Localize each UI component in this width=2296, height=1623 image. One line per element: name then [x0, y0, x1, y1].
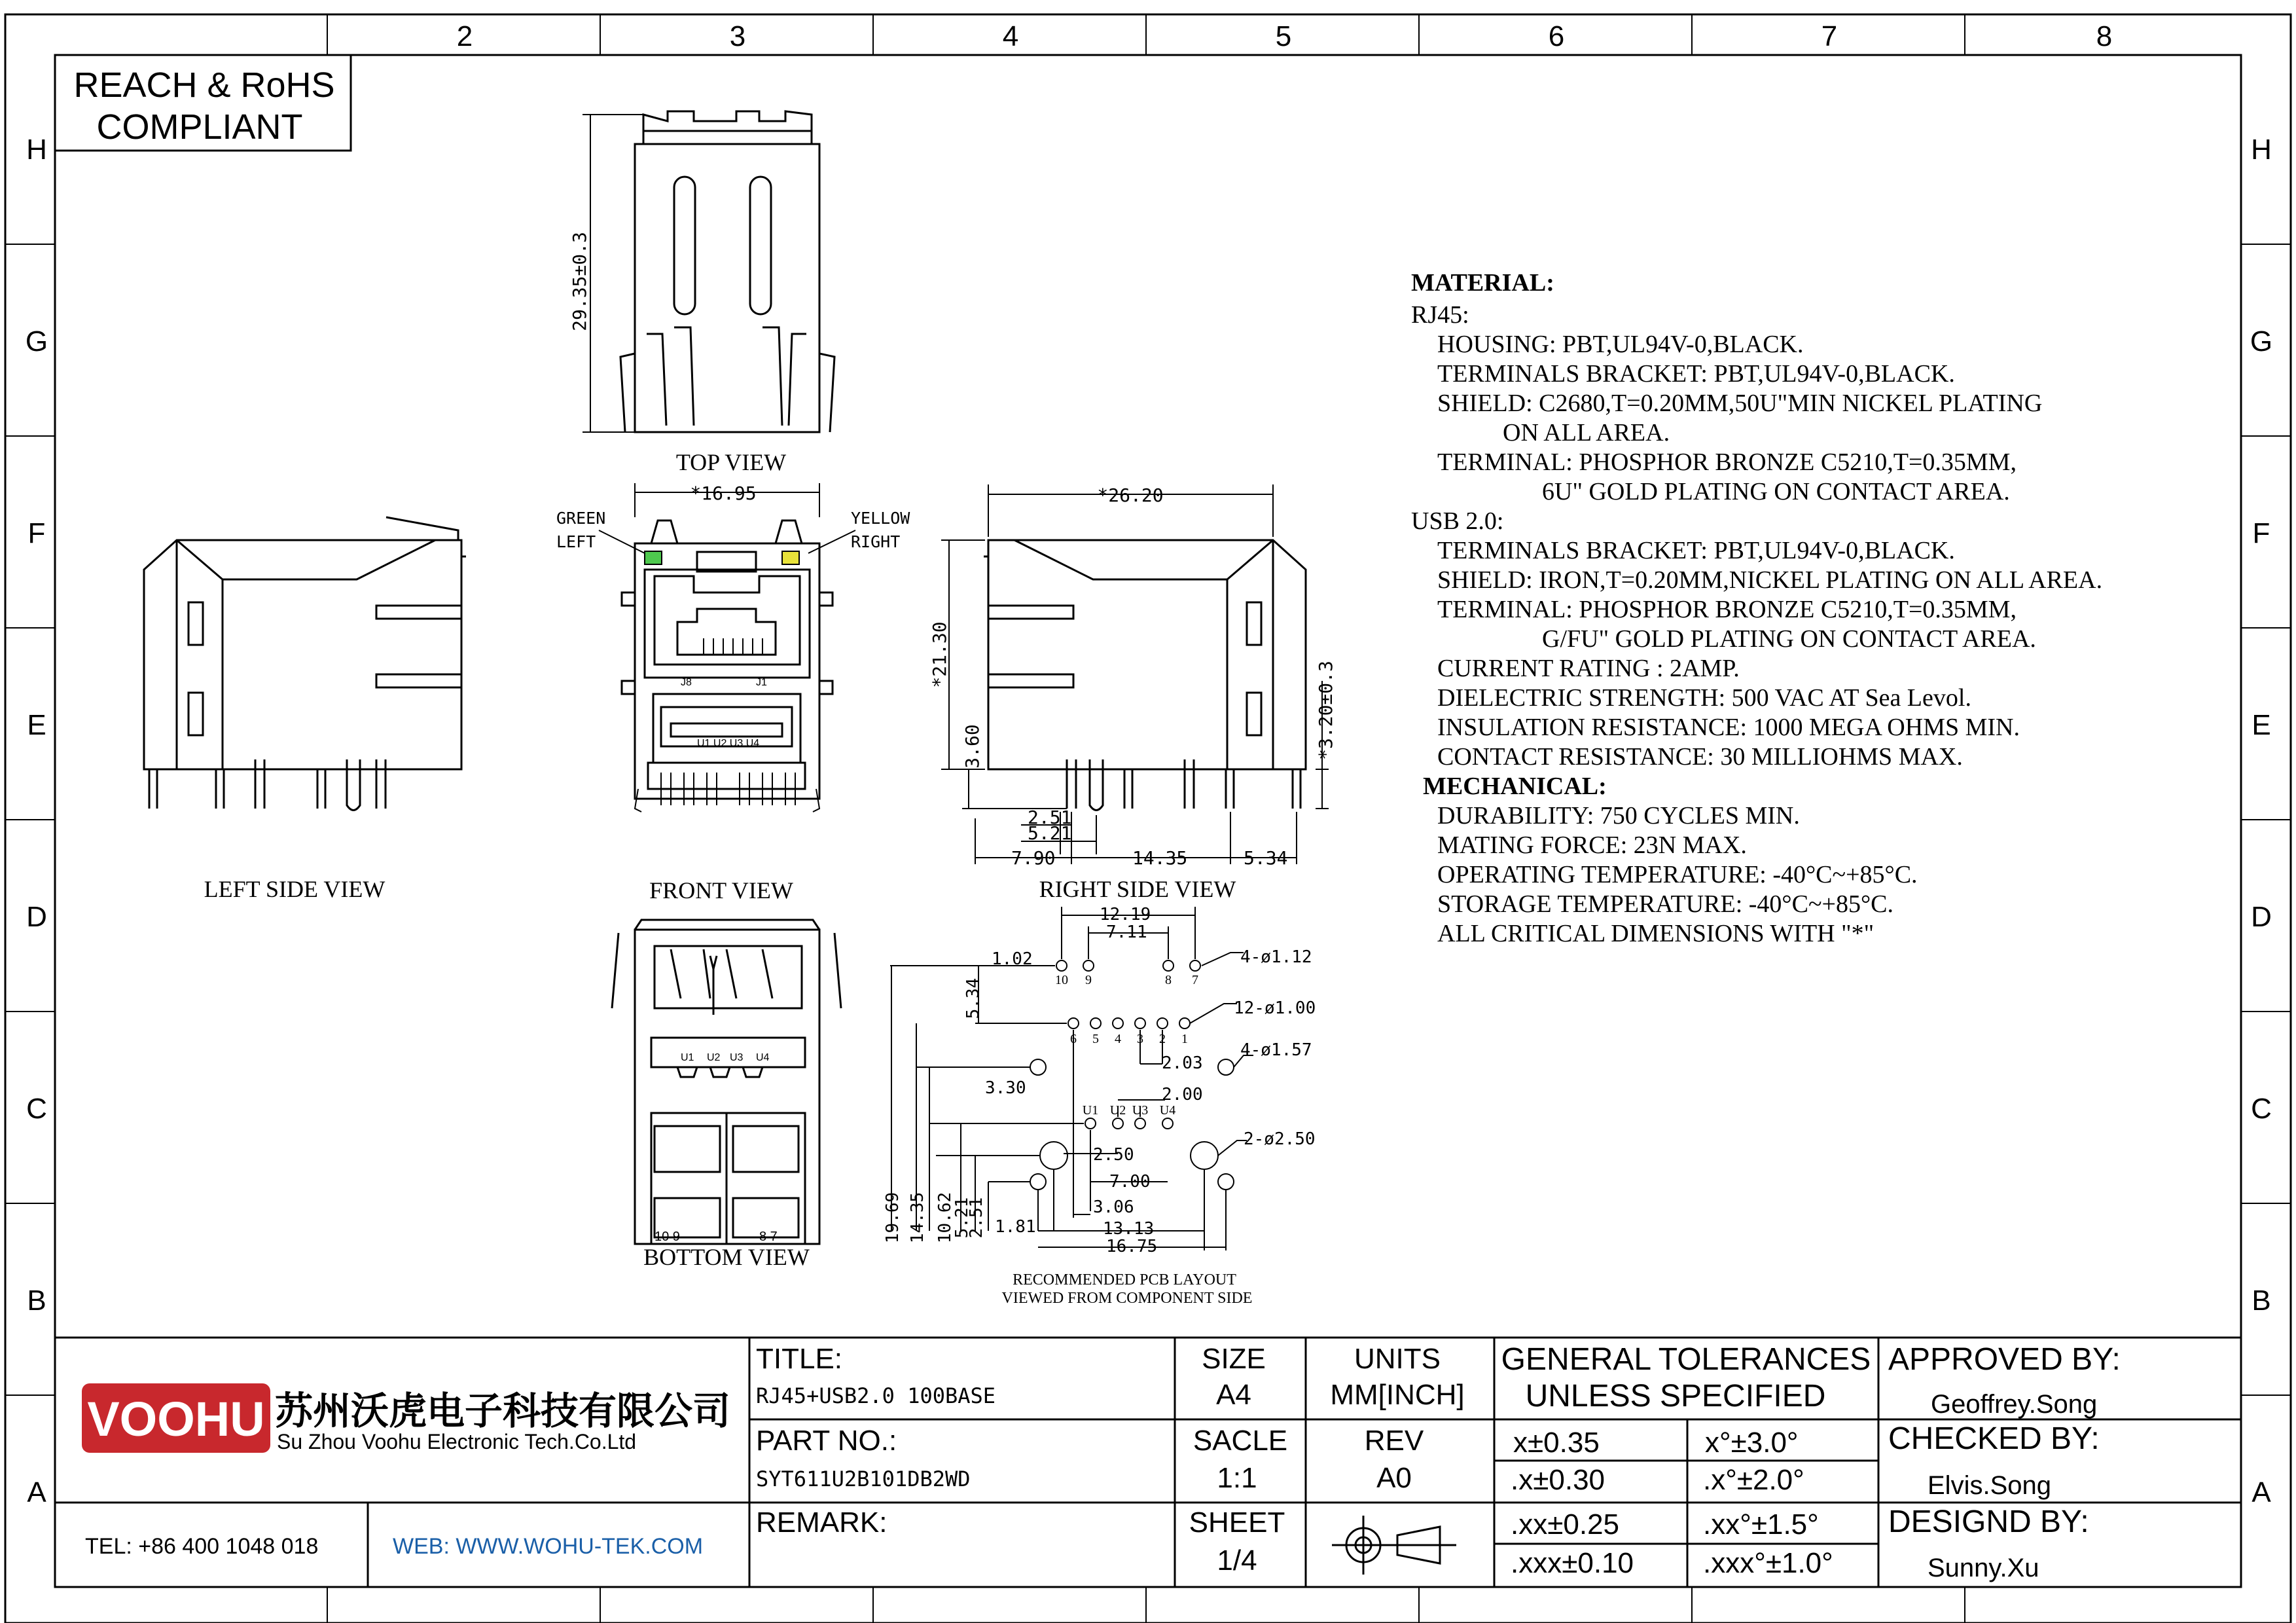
bottom-label-u1: U1	[681, 1052, 694, 1063]
bottom-label-u3: U3	[730, 1052, 744, 1063]
bottom-label-u4: U4	[756, 1052, 770, 1063]
row-label: E	[27, 709, 46, 741]
dim-right-width: *26.20	[1097, 484, 1164, 506]
label-bottom-view: BOTTOM VIEW	[643, 1244, 810, 1270]
label-front-view: FRONT VIEW	[649, 877, 793, 903]
dim-top-height: 29.35±0.3	[569, 232, 590, 331]
label-right-side-view: RIGHT SIDE VIEW	[1039, 876, 1236, 902]
pcb-10-62: 10.62	[935, 1192, 955, 1244]
row-label: A	[2251, 1476, 2271, 1508]
row-label: F	[2252, 517, 2270, 549]
pcb-1-81: 1.81	[995, 1217, 1036, 1237]
company-name-cn: 苏州沃虎电子科技有限公司	[275, 1390, 731, 1432]
pcb-16-75: 16.75	[1106, 1237, 1158, 1256]
bottom-usb-labels	[655, 1052, 778, 1244]
pcb-2-51: 2.51	[967, 1197, 986, 1239]
label-right: RIGHT	[851, 532, 901, 551]
tolerance-header-2: UNLESS SPECIFIED	[1525, 1379, 1826, 1413]
label-pcb-layout-1: RECOMMENDED PCB LAYOUT	[1013, 1271, 1236, 1288]
tol-angle-3: .xxx°±1.0°	[1703, 1547, 1833, 1579]
material-line: MATERIAL:	[1411, 269, 1554, 297]
material-line: DURABILITY: 750 CYCLES MIN.	[1437, 802, 1800, 830]
company-logo	[82, 1383, 270, 1453]
dim-right-height: *21.30	[929, 621, 950, 688]
tol-angle-2: .xx°±1.5°	[1703, 1508, 1819, 1541]
tolerance-header-1: GENERAL TOLERANCES	[1501, 1342, 1871, 1377]
material-line: CURRENT RATING : 2AMP.	[1437, 655, 1740, 682]
tol-linear-2: .xx±0.25	[1511, 1508, 1620, 1541]
pcb-pin-2: 2	[1159, 1032, 1166, 1046]
material-spec-block	[1411, 268, 2229, 949]
pcb-pin-10: 10	[1055, 973, 1068, 987]
scale-value: 1:1	[1217, 1462, 1257, 1494]
row-label: G	[2250, 325, 2273, 357]
pcb-pin-u2: U2	[1109, 1103, 1126, 1118]
compliance-box	[55, 55, 351, 151]
material-line: RJ45:	[1411, 301, 1469, 329]
checked-value: Elvis.Song	[1928, 1471, 2051, 1500]
material-line: TERMINALS BRACKET: PBT,UL94V-0,BLACK.	[1437, 537, 1955, 564]
left-side-view	[144, 517, 466, 811]
bottom-view	[612, 920, 841, 1244]
pcb-pin-5: 5	[1092, 1032, 1099, 1046]
material-line: OPERATING TEMPERATURE: -40°C~+85°C.	[1437, 861, 1918, 888]
dim-5-21: 5.21	[1028, 822, 1072, 844]
label-j1: J1	[756, 677, 767, 688]
material-line: USB 2.0:	[1411, 507, 1504, 535]
col-label: 6	[1548, 20, 1565, 52]
tol-linear-0: x±0.35	[1513, 1427, 1600, 1459]
pcb-pin-7: 7	[1192, 973, 1198, 987]
material-line: DIELECTRIC STRENGTH: 500 VAC AT Sea Levol.	[1437, 684, 1971, 712]
label-yellow: YELLOW	[851, 509, 910, 528]
label-j8: J8	[681, 677, 692, 688]
pcb-phi112: 4-ø1.12	[1240, 947, 1312, 967]
rev-value: A0	[1376, 1462, 1412, 1494]
col-label: 4	[1002, 20, 1019, 52]
material-line: MATING FORCE: 23N MAX.	[1437, 831, 1747, 859]
pcb-pin-6: 6	[1070, 1032, 1077, 1046]
tol-linear-3: .xxx±0.10	[1511, 1547, 1634, 1579]
row-label: F	[27, 517, 46, 549]
material-line: MECHANICAL:	[1423, 773, 1607, 800]
tol-angle-1: .x°±2.0°	[1703, 1464, 1804, 1496]
row-label: C	[26, 1093, 47, 1125]
material-line: SHIELD: C2680,T=0.20MM,50U"MIN NICKEL PLATING	[1437, 390, 2043, 417]
company-name-en: Su Zhou Voohu Electronic Tech.Co.Ltd	[277, 1430, 637, 1453]
material-line: TERMINAL: PHOSPHOR BRONZE C5210,T=0.35MM,	[1437, 596, 2017, 623]
row-label: H	[26, 134, 47, 166]
front-view	[599, 483, 855, 812]
pcb-3-30: 3.30	[985, 1078, 1026, 1098]
sheet-label: SHEET	[1189, 1506, 1285, 1539]
top-view	[583, 111, 834, 432]
material-line: CONTACT RESISTANCE: 30 MILLIOHMS MAX.	[1437, 743, 1963, 771]
dim-right-3-20: *3.20±0.3	[1315, 661, 1336, 760]
material-line: TERMINALS BRACKET: PBT,UL94V-0,BLACK.	[1437, 360, 1955, 388]
label-green: GREEN	[556, 509, 606, 528]
pcb-2-03: 2.03	[1162, 1053, 1203, 1073]
material-line: INSULATION RESISTANCE: 1000 MEGA OHMS MIN.	[1437, 714, 2020, 741]
dim-2-51: 2.51	[1028, 807, 1072, 828]
pcb-19-69: 19.69	[883, 1192, 903, 1244]
row-label: G	[25, 325, 48, 357]
pcb-vertical-dims	[883, 978, 986, 1243]
pcb-14-35: 14.35	[908, 1192, 927, 1244]
dim-5-34: 5.34	[1244, 847, 1288, 869]
material-line: STORAGE TEMPERATURE: -40°C~+85°C.	[1437, 890, 1893, 918]
row-label: D	[26, 901, 47, 933]
col-label: 3	[729, 20, 746, 52]
tel: TEL: +86 400 1048 018	[85, 1534, 319, 1559]
material-line: HOUSING: PBT,UL94V-0,BLACK.	[1437, 331, 1804, 358]
pcb-pin-u1: U1	[1082, 1103, 1099, 1118]
checked-label: CHECKED BY:	[1888, 1421, 2100, 1456]
row-label: H	[2251, 134, 2272, 166]
yellow-led	[782, 551, 799, 564]
pcb-dim-labels	[985, 905, 1316, 1256]
approved-value: Geoffrey.Song	[1931, 1390, 2098, 1419]
material-line: SHIELD: IRON,T=0.20MM,NICKEL PLATING ON ALL AREA.	[1437, 566, 2103, 594]
pcb-12-19: 12.19	[1100, 905, 1151, 924]
part-label: PART NO.:	[756, 1425, 897, 1457]
tol-linear-1: .x±0.30	[1511, 1464, 1605, 1496]
material-line: G/FU" GOLD PLATING ON CONTACT AREA.	[1542, 625, 2036, 653]
pcb-3-06: 3.06	[1093, 1197, 1134, 1217]
logo-text: VOOHU	[87, 1392, 265, 1446]
label-left: LEFT	[556, 532, 596, 551]
pcb-pin-3: 3	[1137, 1032, 1143, 1046]
row-label: B	[27, 1285, 46, 1317]
pcb-2-50: 2.50	[1093, 1145, 1134, 1165]
material-line: ON ALL AREA.	[1503, 419, 1670, 447]
col-label: 8	[2096, 20, 2113, 52]
pcb-pin-9: 9	[1085, 973, 1092, 987]
part-value: SYT611U2B101DB2WD	[756, 1467, 971, 1491]
pcb-phi250: 2-ø2.50	[1244, 1129, 1316, 1149]
projection-symbol	[1332, 1516, 1456, 1575]
row-label: E	[2251, 709, 2271, 741]
label-usb-pins: U1 U2 U3 U4	[697, 738, 760, 749]
size-label: SIZE	[1202, 1343, 1266, 1375]
col-label: 5	[1275, 20, 1292, 52]
dim-14-35: 14.35	[1132, 847, 1188, 869]
pcb-pin-u3: U3	[1132, 1103, 1149, 1118]
scale-label: SACLE	[1193, 1425, 1288, 1457]
rev-label: REV	[1364, 1425, 1424, 1457]
remark-label: REMARK:	[756, 1506, 888, 1539]
title-value: RJ45+USB2.0 100BASE	[756, 1383, 996, 1408]
row-label: A	[27, 1476, 46, 1508]
pcb-pin-u4: U4	[1159, 1103, 1176, 1118]
label-left-side-view: LEFT SIDE VIEW	[204, 876, 386, 902]
title-label: TITLE:	[756, 1343, 843, 1375]
pcb-2-00: 2.00	[1162, 1085, 1203, 1104]
row-label: C	[2251, 1093, 2272, 1125]
pcb-pin-1: 1	[1181, 1032, 1188, 1046]
label-pcb-layout-2: VIEWED FROM COMPONENT SIDE	[1001, 1290, 1253, 1307]
designed-label: DESIGND BY:	[1888, 1504, 2089, 1539]
pcb-pin-8: 8	[1165, 973, 1172, 987]
right-side-view	[941, 484, 1329, 864]
col-label: 2	[456, 20, 473, 52]
sheet-value: 1/4	[1217, 1544, 1257, 1577]
green-led	[645, 551, 662, 564]
pcb-5-34: 5.34	[963, 977, 983, 1019]
column-labels	[457, 20, 2112, 52]
pcb-7-00: 7.00	[1109, 1172, 1151, 1192]
units-value: MM[INCH]	[1330, 1379, 1465, 1411]
compliance-line2: COMPLIANT	[96, 107, 303, 147]
pcb-phi100: 12-ø1.00	[1234, 998, 1316, 1018]
compliance-line1: REACH & RoHS	[73, 65, 335, 105]
material-line: ALL CRITICAL DIMENSIONS WITH "*"	[1437, 920, 1874, 947]
row-label: D	[2251, 901, 2272, 933]
dim-7-90: 7.90	[1011, 847, 1056, 869]
bottom-pins-right: 8 7	[759, 1230, 778, 1244]
bottom-pins-left: 10 9	[655, 1230, 680, 1244]
material-line: TERMINAL: PHOSPHOR BRONZE C5210,T=0.35MM,	[1437, 448, 2017, 476]
size-value: A4	[1216, 1379, 1251, 1411]
material-line: 6U" GOLD PLATING ON CONTACT AREA.	[1542, 478, 2010, 505]
pcb-5-21: 5.21	[952, 1197, 972, 1239]
pcb-phi157: 4-ø1.57	[1240, 1040, 1312, 1060]
web-link[interactable]: WEB: WWW.WOHU-TEK.COM	[393, 1534, 704, 1559]
bottom-label-u2: U2	[707, 1052, 721, 1063]
tol-angle-0: x°±3.0°	[1705, 1427, 1799, 1459]
pcb-13-13: 13.13	[1103, 1219, 1155, 1239]
units-label: UNITS	[1354, 1343, 1441, 1375]
approved-label: APPROVED BY:	[1888, 1342, 2121, 1377]
pcb-1-02: 1.02	[992, 949, 1033, 969]
pcb-7-11: 7.11	[1106, 922, 1147, 942]
dim-front-width: *16.95	[690, 483, 757, 504]
designed-value: Sunny.Xu	[1928, 1554, 2039, 1582]
col-label: 7	[1821, 20, 1838, 52]
dim-right-3-60: 3.60	[961, 724, 983, 769]
label-top-view: TOP VIEW	[675, 449, 787, 475]
pcb-pin-4: 4	[1115, 1032, 1121, 1046]
row-label: B	[2251, 1285, 2271, 1317]
